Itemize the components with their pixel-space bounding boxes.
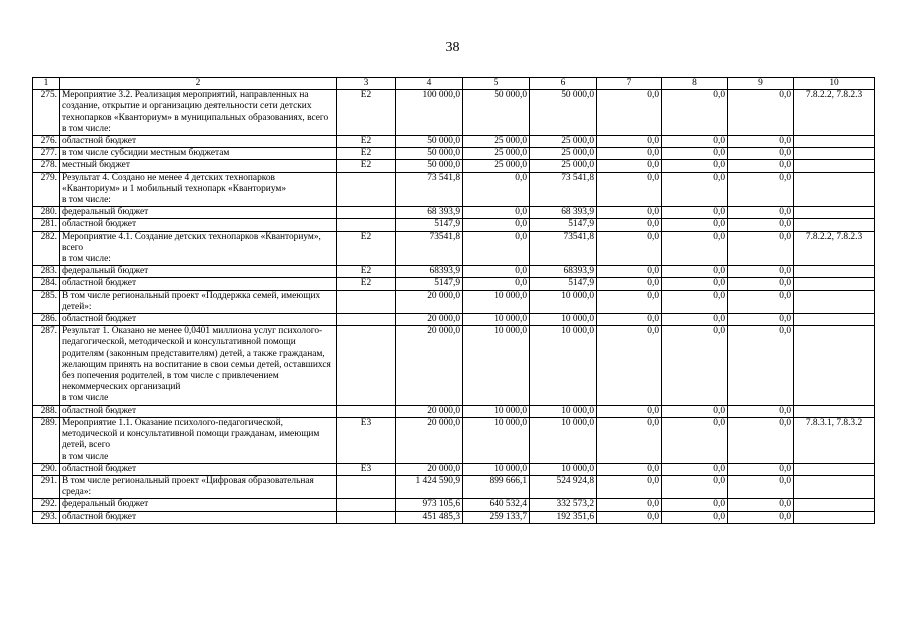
table-row <box>33 326 875 405</box>
row-name-cell: областной бюджет <box>60 405 337 417</box>
value-cell-col9: 0,0 <box>728 326 794 405</box>
row-name-cell: Результат 1. Оказано не менее 0,0401 миллиона услуг психолого-педагогической, методической и консультативной помощи родителям (законным представителям) детей, а также гражданам, желающим принять на воспитание в свои семьи детей, оставшихся без попечения родителей, в том числе с привлечением некоммерческих организаций в том числе <box>60 326 337 405</box>
row-reference-cell <box>794 290 875 313</box>
row-name-cell: местный бюджет <box>60 160 337 172</box>
row-number-cell: 278. <box>33 160 60 172</box>
value-cell-col8: 0,0 <box>662 314 728 326</box>
row-code-cell <box>337 290 396 313</box>
row-reference-cell <box>794 219 875 231</box>
value-cell-col9: 0,0 <box>728 417 794 463</box>
value-cell-col4: 20 000,0 <box>396 314 463 326</box>
row-number-cell: 282. <box>33 231 60 266</box>
value-cell-col4: 20 000,0 <box>396 463 463 475</box>
row-number-cell: 286. <box>33 314 60 326</box>
row-number-cell: 276. <box>33 136 60 148</box>
value-cell-col6: 68 393,9 <box>530 207 597 219</box>
value-cell-col8: 0,0 <box>662 160 728 172</box>
table-row <box>33 160 875 172</box>
value-cell-col4: 73 541,8 <box>396 172 463 207</box>
value-cell-col4: 68393,9 <box>396 266 463 278</box>
value-cell-col8: 0,0 <box>662 405 728 417</box>
value-cell-col9: 0,0 <box>728 172 794 207</box>
value-cell-col8: 0,0 <box>662 207 728 219</box>
value-cell-col6: 10 000,0 <box>530 326 597 405</box>
row-reference-cell <box>794 326 875 405</box>
value-cell-col6: 5147,9 <box>530 278 597 290</box>
value-cell-col9: 0,0 <box>728 278 794 290</box>
row-number-cell: 285. <box>33 290 60 313</box>
value-cell-col9: 0,0 <box>728 136 794 148</box>
row-reference-cell: 7.8.3.1, 7.8.3.2 <box>794 417 875 463</box>
value-cell-col9: 0,0 <box>728 463 794 475</box>
table-row <box>33 499 875 511</box>
value-cell-col4: 451 485,3 <box>396 511 463 523</box>
table-row <box>33 511 875 523</box>
value-cell-col7: 0,0 <box>597 231 662 266</box>
table-row <box>33 314 875 326</box>
row-reference-cell <box>794 314 875 326</box>
value-cell-col6: 25 000,0 <box>530 148 597 160</box>
value-cell-col8: 0,0 <box>662 463 728 475</box>
table-row <box>33 219 875 231</box>
value-cell-col8: 0,0 <box>662 231 728 266</box>
row-code-cell: Е2 <box>337 90 396 136</box>
row-name-cell: Мероприятие 4.1. Создание детских технопарков «Кванториум», всего в том числе: <box>60 231 337 266</box>
value-cell-col9: 0,0 <box>728 511 794 523</box>
row-code-cell: Е2 <box>337 231 396 266</box>
value-cell-col5: 10 000,0 <box>463 463 530 475</box>
row-name-cell: в том числе субсидии местным бюджетам <box>60 148 337 160</box>
table-row <box>33 417 875 463</box>
value-cell-col7: 0,0 <box>597 148 662 160</box>
value-cell-col6: 10 000,0 <box>530 314 597 326</box>
header-cell: 3 <box>337 78 396 90</box>
value-cell-col7: 0,0 <box>597 314 662 326</box>
value-cell-col4: 20 000,0 <box>396 417 463 463</box>
table-row <box>33 172 875 207</box>
row-code-cell <box>337 219 396 231</box>
value-cell-col7: 0,0 <box>597 417 662 463</box>
value-cell-col4: 100 000,0 <box>396 90 463 136</box>
row-name-cell: федеральный бюджет <box>60 266 337 278</box>
row-code-cell: Е2 <box>337 266 396 278</box>
value-cell-col8: 0,0 <box>662 90 728 136</box>
value-cell-col4: 20 000,0 <box>396 405 463 417</box>
row-reference-cell <box>794 405 875 417</box>
value-cell-col9: 0,0 <box>728 475 794 498</box>
row-code-cell: Е2 <box>337 136 396 148</box>
value-cell-col5: 10 000,0 <box>463 405 530 417</box>
value-cell-col5: 25 000,0 <box>463 136 530 148</box>
value-cell-col7: 0,0 <box>597 475 662 498</box>
value-cell-col7: 0,0 <box>597 278 662 290</box>
value-cell-col4: 68 393,9 <box>396 207 463 219</box>
value-cell-col5: 25 000,0 <box>463 160 530 172</box>
row-name-cell: областной бюджет <box>60 511 337 523</box>
row-reference-cell <box>794 160 875 172</box>
row-reference-cell <box>794 511 875 523</box>
header-row <box>33 78 875 90</box>
value-cell-col9: 0,0 <box>728 148 794 160</box>
header-cell: 5 <box>463 78 530 90</box>
row-code-cell: Е2 <box>337 148 396 160</box>
row-name-cell: областной бюджет <box>60 219 337 231</box>
value-cell-col8: 0,0 <box>662 148 728 160</box>
value-cell-col8: 0,0 <box>662 290 728 313</box>
header-cell: 7 <box>597 78 662 90</box>
row-reference-cell: 7.8.2.2, 7.8.2.3 <box>794 231 875 266</box>
value-cell-col8: 0,0 <box>662 278 728 290</box>
value-cell-col5: 25 000,0 <box>463 148 530 160</box>
value-cell-col5: 10 000,0 <box>463 314 530 326</box>
row-code-cell: Е2 <box>337 160 396 172</box>
row-number-cell: 284. <box>33 278 60 290</box>
header-cell: 6 <box>530 78 597 90</box>
row-number-cell: 275. <box>33 90 60 136</box>
table-row <box>33 207 875 219</box>
value-cell-col5: 640 532,4 <box>463 499 530 511</box>
value-cell-col5: 0,0 <box>463 231 530 266</box>
value-cell-col7: 0,0 <box>597 511 662 523</box>
page-number: 38 <box>445 40 460 55</box>
row-code-cell <box>337 172 396 207</box>
row-number-cell: 283. <box>33 266 60 278</box>
value-cell-col8: 0,0 <box>662 136 728 148</box>
value-cell-col7: 0,0 <box>597 463 662 475</box>
value-cell-col4: 50 000,0 <box>396 148 463 160</box>
row-number-cell: 287. <box>33 326 60 405</box>
value-cell-col5: 0,0 <box>463 266 530 278</box>
row-number-cell: 281. <box>33 219 60 231</box>
value-cell-col5: 50 000,0 <box>463 90 530 136</box>
value-cell-col5: 259 133,7 <box>463 511 530 523</box>
value-cell-col7: 0,0 <box>597 266 662 278</box>
value-cell-col8: 0,0 <box>662 511 728 523</box>
value-cell-col6: 73541,8 <box>530 231 597 266</box>
row-reference-cell <box>794 172 875 207</box>
row-code-cell: Е2 <box>337 278 396 290</box>
row-code-cell: Е3 <box>337 417 396 463</box>
header-cell: 4 <box>396 78 463 90</box>
header-cell: 10 <box>794 78 875 90</box>
value-cell-col7: 0,0 <box>597 405 662 417</box>
row-code-cell <box>337 499 396 511</box>
row-name-cell: В том числе региональный проект «Поддержка семей, имеющих детей»: <box>60 290 337 313</box>
row-code-cell: Е3 <box>337 463 396 475</box>
row-reference-cell <box>794 499 875 511</box>
row-number-cell: 277. <box>33 148 60 160</box>
table-row <box>33 136 875 148</box>
row-name-cell: Мероприятие 1.1. Оказание психолого-педагогической, методической и консультативной помощи гражданам, имеющим детей, всего в том числе <box>60 417 337 463</box>
header-cell: 8 <box>662 78 728 90</box>
value-cell-col5: 0,0 <box>463 172 530 207</box>
table-row <box>33 231 875 266</box>
table-row <box>33 463 875 475</box>
row-number-cell: 279. <box>33 172 60 207</box>
value-cell-col4: 5147,9 <box>396 219 463 231</box>
value-cell-col6: 25 000,0 <box>530 160 597 172</box>
value-cell-col8: 0,0 <box>662 266 728 278</box>
table-row <box>33 278 875 290</box>
value-cell-col6: 68393,9 <box>530 266 597 278</box>
value-cell-col6: 5147,9 <box>530 219 597 231</box>
row-name-cell: областной бюджет <box>60 314 337 326</box>
row-reference-cell <box>794 148 875 160</box>
value-cell-col8: 0,0 <box>662 475 728 498</box>
row-number-cell: 291. <box>33 475 60 498</box>
row-reference-cell <box>794 463 875 475</box>
value-cell-col9: 0,0 <box>728 207 794 219</box>
row-number-cell: 280. <box>33 207 60 219</box>
value-cell-col4: 973 105,6 <box>396 499 463 511</box>
value-cell-col7: 0,0 <box>597 499 662 511</box>
value-cell-col8: 0,0 <box>662 219 728 231</box>
value-cell-col5: 899 666,1 <box>463 475 530 498</box>
value-cell-col6: 192 351,6 <box>530 511 597 523</box>
value-cell-col8: 0,0 <box>662 417 728 463</box>
row-number-cell: 290. <box>33 463 60 475</box>
value-cell-col6: 50 000,0 <box>530 90 597 136</box>
value-cell-col4: 50 000,0 <box>396 136 463 148</box>
row-number-cell: 292. <box>33 499 60 511</box>
row-reference-cell <box>794 266 875 278</box>
row-name-cell: областной бюджет <box>60 463 337 475</box>
header-cell: 2 <box>60 78 337 90</box>
value-cell-col5: 10 000,0 <box>463 290 530 313</box>
row-name-cell: В том числе региональный проект «Цифровая образовательная среда»: <box>60 475 337 498</box>
row-code-cell <box>337 511 396 523</box>
row-code-cell <box>337 405 396 417</box>
value-cell-col5: 10 000,0 <box>463 417 530 463</box>
value-cell-col7: 0,0 <box>597 290 662 313</box>
row-code-cell <box>337 207 396 219</box>
row-reference-cell <box>794 475 875 498</box>
value-cell-col4: 20 000,0 <box>396 290 463 313</box>
row-name-cell: федеральный бюджет <box>60 499 337 511</box>
value-cell-col4: 20 000,0 <box>396 326 463 405</box>
value-cell-col9: 0,0 <box>728 290 794 313</box>
value-cell-col9: 0,0 <box>728 499 794 511</box>
value-cell-col6: 25 000,0 <box>530 136 597 148</box>
table-row <box>33 266 875 278</box>
row-code-cell <box>337 314 396 326</box>
table-row <box>33 90 875 136</box>
row-number-cell: 293. <box>33 511 60 523</box>
value-cell-col8: 0,0 <box>662 499 728 511</box>
row-code-cell <box>337 326 396 405</box>
row-name-cell: областной бюджет <box>60 278 337 290</box>
value-cell-col9: 0,0 <box>728 405 794 417</box>
row-reference-cell: 7.8.2.2, 7.8.2.3 <box>794 90 875 136</box>
value-cell-col6: 10 000,0 <box>530 290 597 313</box>
value-cell-col5: 0,0 <box>463 207 530 219</box>
value-cell-col7: 0,0 <box>597 136 662 148</box>
value-cell-col7: 0,0 <box>597 172 662 207</box>
value-cell-col6: 73 541,8 <box>530 172 597 207</box>
row-number-cell: 289. <box>33 417 60 463</box>
table-row <box>33 290 875 313</box>
value-cell-col7: 0,0 <box>597 90 662 136</box>
value-cell-col5: 0,0 <box>463 219 530 231</box>
value-cell-col9: 0,0 <box>728 90 794 136</box>
value-cell-col6: 332 573,2 <box>530 499 597 511</box>
budget-table <box>32 77 875 524</box>
row-reference-cell <box>794 207 875 219</box>
table-row <box>33 148 875 160</box>
value-cell-col4: 50 000,0 <box>396 160 463 172</box>
row-name-cell: федеральный бюджет <box>60 207 337 219</box>
value-cell-col8: 0,0 <box>662 326 728 405</box>
value-cell-col9: 0,0 <box>728 219 794 231</box>
value-cell-col7: 0,0 <box>597 207 662 219</box>
row-name-cell: Результат 4. Создано не менее 4 детских технопарков «Кванториум» и 1 мобильный технопарк «Кванториум» в том числе: <box>60 172 337 207</box>
row-reference-cell <box>794 136 875 148</box>
row-name-cell: областной бюджет <box>60 136 337 148</box>
value-cell-col6: 524 924,8 <box>530 475 597 498</box>
value-cell-col4: 5147,9 <box>396 278 463 290</box>
value-cell-col9: 0,0 <box>728 266 794 278</box>
value-cell-col9: 0,0 <box>728 231 794 266</box>
header-cell: 9 <box>728 78 794 90</box>
row-number-cell: 288. <box>33 405 60 417</box>
value-cell-col7: 0,0 <box>597 160 662 172</box>
value-cell-col9: 0,0 <box>728 314 794 326</box>
table-row <box>33 475 875 498</box>
value-cell-col7: 0,0 <box>597 219 662 231</box>
row-code-cell <box>337 475 396 498</box>
value-cell-col5: 10 000,0 <box>463 326 530 405</box>
value-cell-col8: 0,0 <box>662 172 728 207</box>
value-cell-col4: 1 424 590,9 <box>396 475 463 498</box>
value-cell-col5: 0,0 <box>463 278 530 290</box>
value-cell-col6: 10 000,0 <box>530 463 597 475</box>
value-cell-col9: 0,0 <box>728 160 794 172</box>
table-row <box>33 405 875 417</box>
value-cell-col6: 10 000,0 <box>530 417 597 463</box>
row-name-cell: Мероприятие 3.2. Реализация мероприятий, направленных на создание, открытие и организацию деятельности сети детских технопарков «Кванториум» в муниципальных образованиях, всего в том числе: <box>60 90 337 136</box>
row-reference-cell <box>794 278 875 290</box>
value-cell-col4: 73541,8 <box>396 231 463 266</box>
value-cell-col6: 10 000,0 <box>530 405 597 417</box>
header-cell: 1 <box>33 78 60 90</box>
value-cell-col7: 0,0 <box>597 326 662 405</box>
